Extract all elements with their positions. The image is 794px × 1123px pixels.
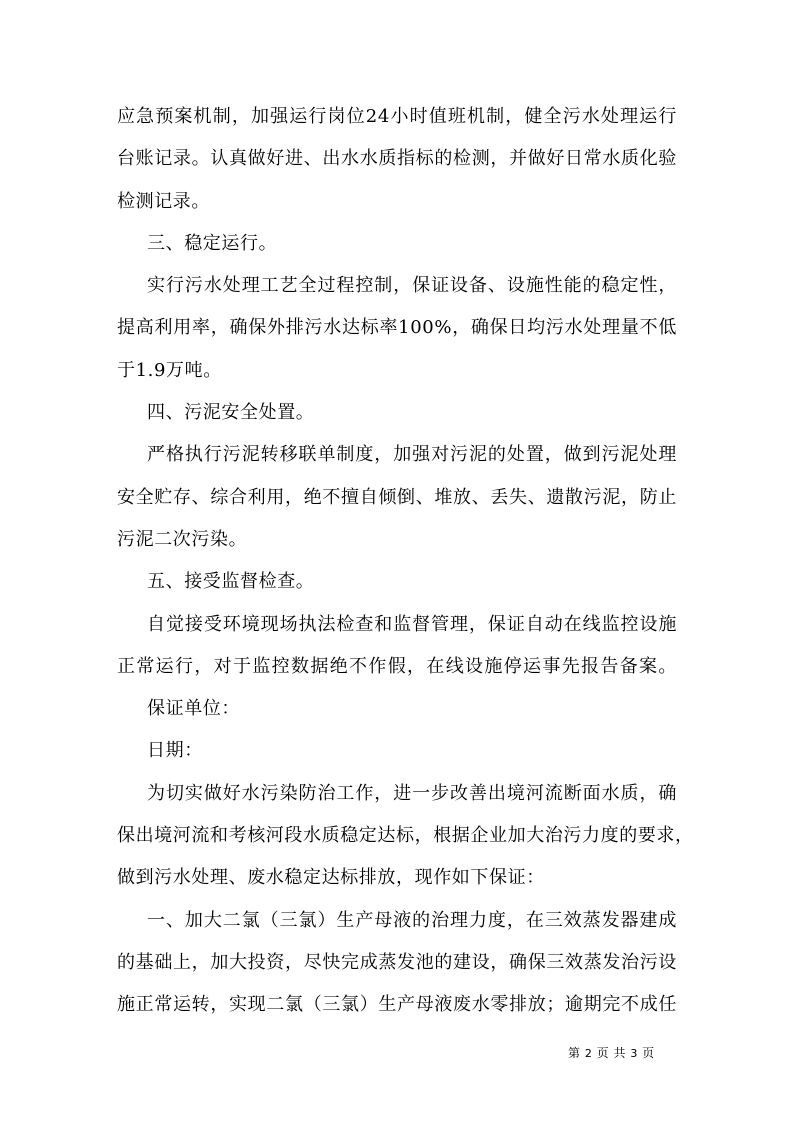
text-line: 正常运行，对于监控数据绝不作假，在线设施停运事先报告备案。 [117, 655, 677, 677]
text-line: 保证单位： [147, 698, 240, 720]
text-line: 五、接受监督检查。 [147, 571, 315, 593]
text-line: 污泥二次污染。 [117, 528, 248, 550]
text-line: 安全贮存、综合利用，绝不擅自倾倒、堆放、丢失、遗散污泥，防止 [117, 486, 677, 508]
document-body [117, 96, 694, 1027]
text-line: 的基础上，加大投资，尽快完成蒸发池的建设，确保三效蒸发治污设 [117, 951, 677, 973]
text-line: 日期： [147, 740, 203, 762]
current-page-number: 2 [584, 1047, 593, 1060]
text-line: 做到污水处理、废水稳定达标排放，现作如下保证： [117, 867, 545, 889]
total-pages-number: 3 [630, 1047, 638, 1060]
text-line: 自觉接受环境现场执法检查和监督管理，保证自动在线监控设施 [147, 613, 677, 635]
footer-prefix: 第 [568, 1046, 581, 1060]
text-line: 施正常运转，实现二氯（三氯）生产母液废水零排放；逾期完不成任 [117, 994, 677, 1016]
text-line: 一、加大二氯（三氯）生产母液的治理力度，在三效蒸发器建成 [147, 909, 677, 931]
text-line: 于1.9万吨。 [117, 359, 222, 381]
text-line: 保出境河流和考核河段水质稳定达标，根据企业加大治污力度的要求， [117, 825, 694, 847]
text-line: 提高利用率，确保外排污水达标率100%，确保日均污水处理量不低 [117, 317, 677, 339]
page-number-label [568, 1044, 655, 1061]
text-line: 应急预案机制，加强运行岗位24小时值班机制，健全污水处理运行 [117, 106, 677, 127]
text-line: 三、稳定运行。 [147, 232, 278, 254]
text-line: 检测记录。 [117, 190, 210, 212]
text-line: 四、污泥安全处置。 [147, 402, 315, 424]
text-line: 为切实做好水污染防治工作，进一步改善出境河流断面水质，确 [147, 782, 677, 804]
footer-middle: 页 共 [596, 1046, 626, 1060]
text-line: 严格执行污泥转移联单制度，加强对污泥的处置，做到污泥处理 [147, 444, 677, 466]
text-line: 台账记录。认真做好进、出水水质指标的检测，并做好日常水质化验 [117, 148, 677, 170]
text-line: 实行污水处理工艺全过程控制，保证设备、设施性能的稳定性， [147, 275, 677, 297]
footer-suffix: 页 [642, 1046, 655, 1060]
